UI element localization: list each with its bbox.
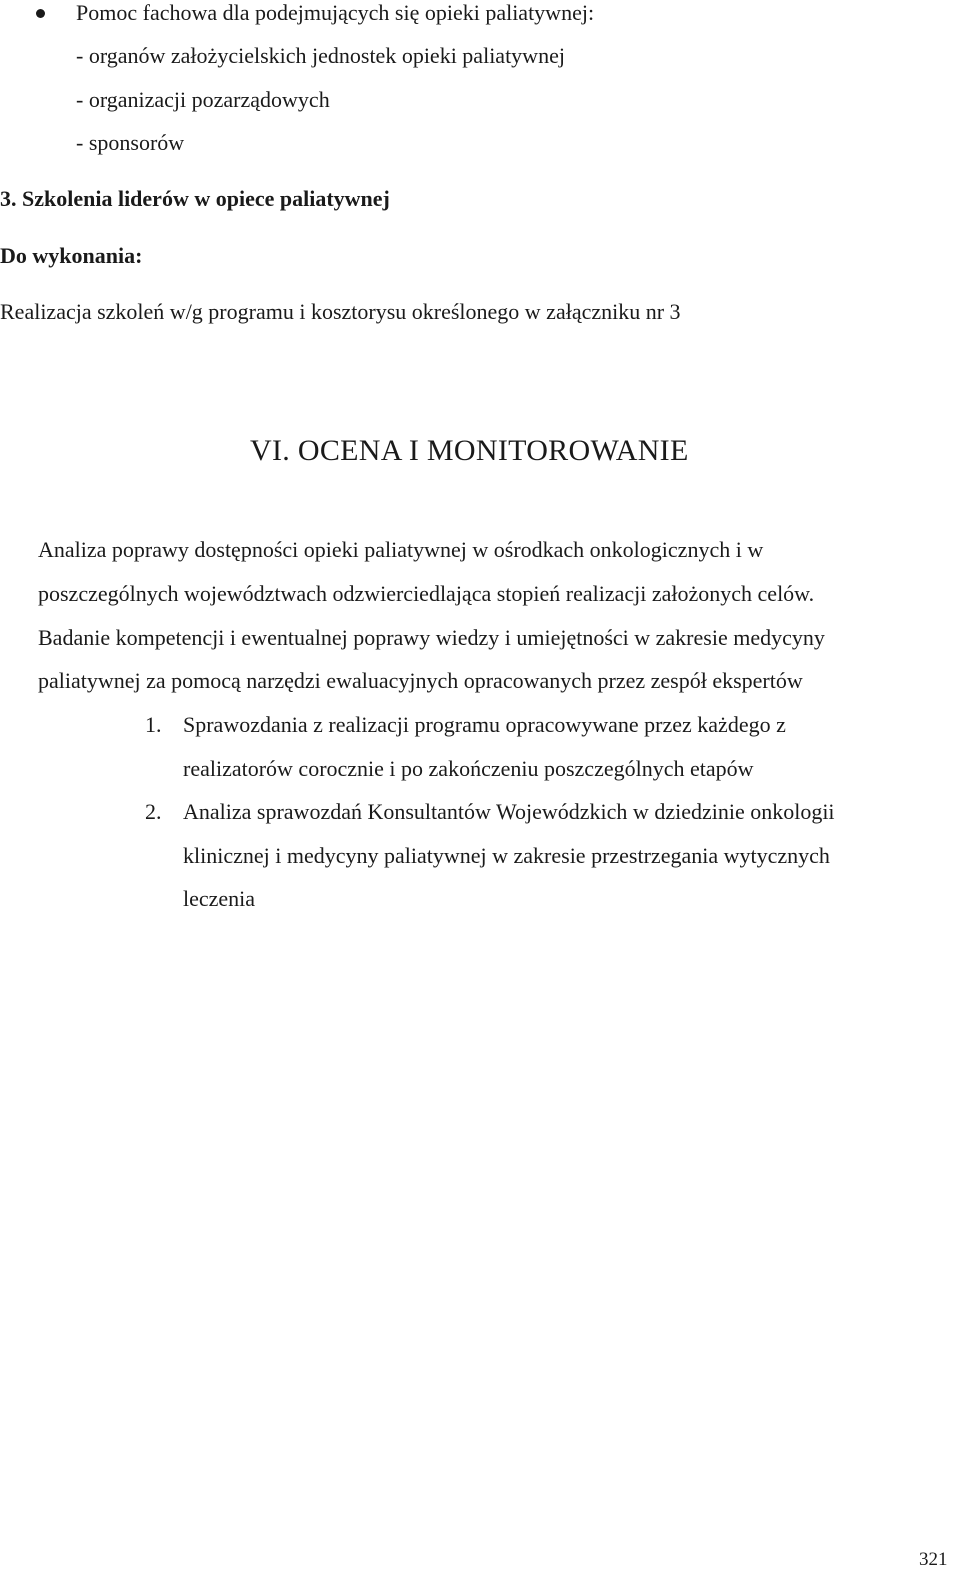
todo-label: Do wykonania:: [0, 243, 143, 268]
section-3-title: 3. Szkolenia liderów w opiece paliatywnej: [0, 186, 390, 211]
list-item-line: Sprawozdania z realizacji programu opracowywane przez każdego z: [183, 712, 786, 737]
list-item-line: klinicznej i medycyny paliatywnej w zakresie przestrzegania wytycznych: [183, 843, 830, 868]
todo-text: Realizacja szkoleń w/g programu i kosztorysu określonego w załączniku nr 3: [0, 299, 681, 324]
paragraph-line: Analiza poprawy dostępności opieki paliatywnej w ośrodkach onkologicznych i w: [38, 537, 764, 562]
paragraph-line: Badanie kompetencji i ewentualnej poprawy wiedzy i umiejętności w zakresie medycyny: [38, 625, 825, 650]
list-item-line: leczenia: [183, 886, 256, 911]
bullet-text: Pomoc fachowa dla podejmujących się opieki paliatywnej:: [76, 0, 595, 25]
list-item-number: 2.: [145, 799, 162, 824]
bullet-dot-icon: [36, 9, 45, 18]
bullet-sub-item: - organów założycielskich jednostek opieki paliatywnej: [76, 43, 565, 68]
paragraph-line: paliatywnej za pomocą narzędzi ewaluacyjnych opracowanych przez zespół ekspertów: [38, 668, 803, 693]
list-item-line: realizatorów corocznie i po zakończeniu poszczególnych etapów: [183, 756, 754, 781]
bullet-sub-item: - organizacji pozarządowych: [76, 87, 330, 112]
bullet-sub-item: - sponsorów: [76, 130, 185, 155]
list-item-line: Analiza sprawozdań Konsultantów Wojewódzkich w dziedzinie onkologii: [183, 799, 835, 824]
bullet-item: [0, 2, 960, 26]
section-6-heading: VI. OCENA I MONITOROWANIE: [250, 434, 689, 467]
paragraph-line: poszczególnych województwach odzwierciedlająca stopień realizacji założonych celów.: [38, 581, 815, 606]
page-number: 321: [919, 1549, 948, 1570]
list-item-number: 1.: [145, 712, 162, 737]
